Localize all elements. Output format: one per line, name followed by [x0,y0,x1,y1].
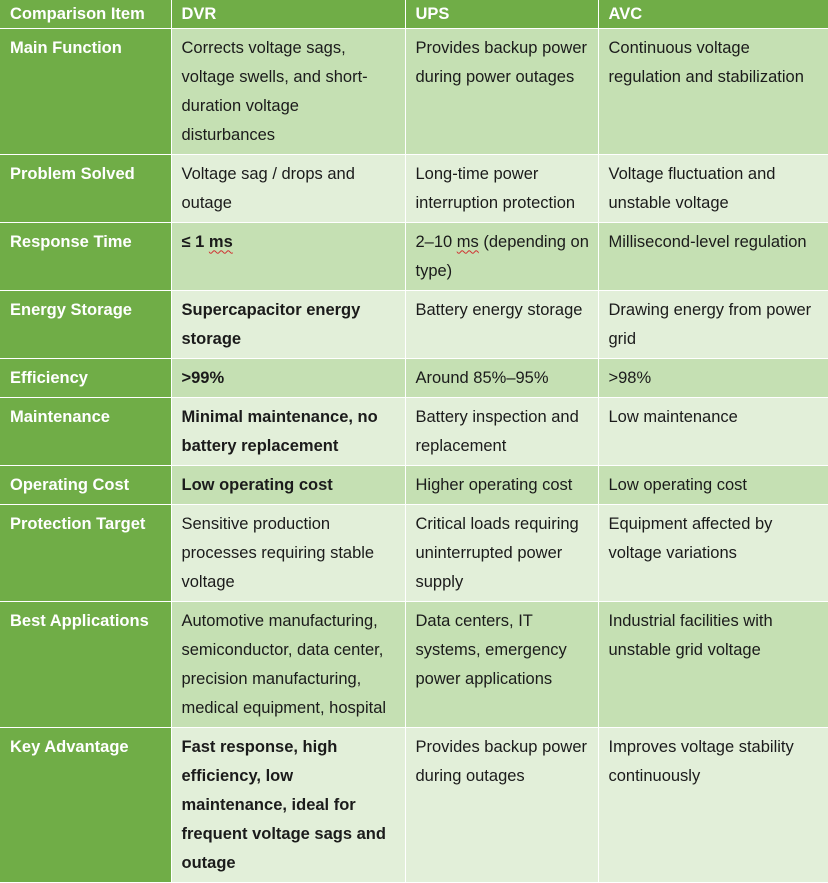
dvr-cell: Automotive manufacturing, semiconductor, data center, precision manufacturing, medical equipment, hospital [171,601,405,727]
avc-cell: Voltage fluctuation and unstable voltage [598,154,828,222]
row-label: Protection Target [0,504,171,601]
ups-response-value: 2–10 [415,232,457,251]
table-row [0,504,828,601]
row-label: Maintenance [0,397,171,465]
ups-cell: Battery inspection and replacement [405,397,598,465]
avc-cell: Equipment affected by voltage variations [598,504,828,601]
ups-response-note: (depending on type) [415,232,589,280]
dvr-cell [171,222,405,290]
header-dvr: DVR [171,0,405,28]
avc-cell: Drawing energy from power grid [598,290,828,358]
table-row [0,601,828,727]
table-row [0,358,828,397]
dvr-cell: Sensitive production processes requiring stable voltage [171,504,405,601]
table-row [0,222,828,290]
row-label: Efficiency [0,358,171,397]
table-row [0,290,828,358]
table-row [0,465,828,504]
avc-cell: >98% [598,358,828,397]
avc-cell: Low operating cost [598,465,828,504]
dvr-cell: Fast response, high efficiency, low maintenance, ideal for frequent voltage sags and outage [171,727,405,882]
row-label: Problem Solved [0,154,171,222]
row-label: Energy Storage [0,290,171,358]
avc-cell: Continuous voltage regulation and stabilization [598,28,828,154]
avc-cell: Industrial facilities with unstable grid voltage [598,601,828,727]
ups-cell: Provides backup power during power outages [405,28,598,154]
dvr-cell: Minimal maintenance, no battery replacement [171,397,405,465]
ups-cell [405,222,598,290]
ups-response-unit: ms [456,232,479,251]
header-comparison-item: Comparison Item [0,0,171,28]
table-row [0,154,828,222]
ups-cell: Battery energy storage [405,290,598,358]
dvr-cell: Supercapacitor energy storage [171,290,405,358]
avc-cell: Low maintenance [598,397,828,465]
dvr-cell: Corrects voltage sags, voltage swells, and short-duration voltage disturbances [171,28,405,154]
ups-cell: Critical loads requiring uninterrupted power supply [405,504,598,601]
row-label: Best Applications [0,601,171,727]
row-label: Main Function [0,28,171,154]
header-ups: UPS [405,0,598,28]
dvr-cell: >99% [171,358,405,397]
ups-cell: Higher operating cost [405,465,598,504]
table-row [0,397,828,465]
ups-cell: Around 85%–95% [405,358,598,397]
table-row [0,28,828,154]
dvr-response-value: ≤ 1 [181,232,209,251]
header-avc: AVC [598,0,828,28]
ups-cell: Data centers, IT systems, emergency power applications [405,601,598,727]
ups-cell: Provides backup power during outages [405,727,598,882]
row-label: Key Advantage [0,727,171,882]
ups-cell: Long-time power interruption protection [405,154,598,222]
row-label: Response Time [0,222,171,290]
header-row [0,0,828,28]
avc-cell: Millisecond-level regulation [598,222,828,290]
avc-cell: Improves voltage stability continuously [598,727,828,882]
dvr-cell: Voltage sag / drops and outage [171,154,405,222]
row-label: Operating Cost [0,465,171,504]
table-row [0,727,828,882]
dvr-cell: Low operating cost [171,465,405,504]
dvr-response-unit: ms [208,232,233,251]
